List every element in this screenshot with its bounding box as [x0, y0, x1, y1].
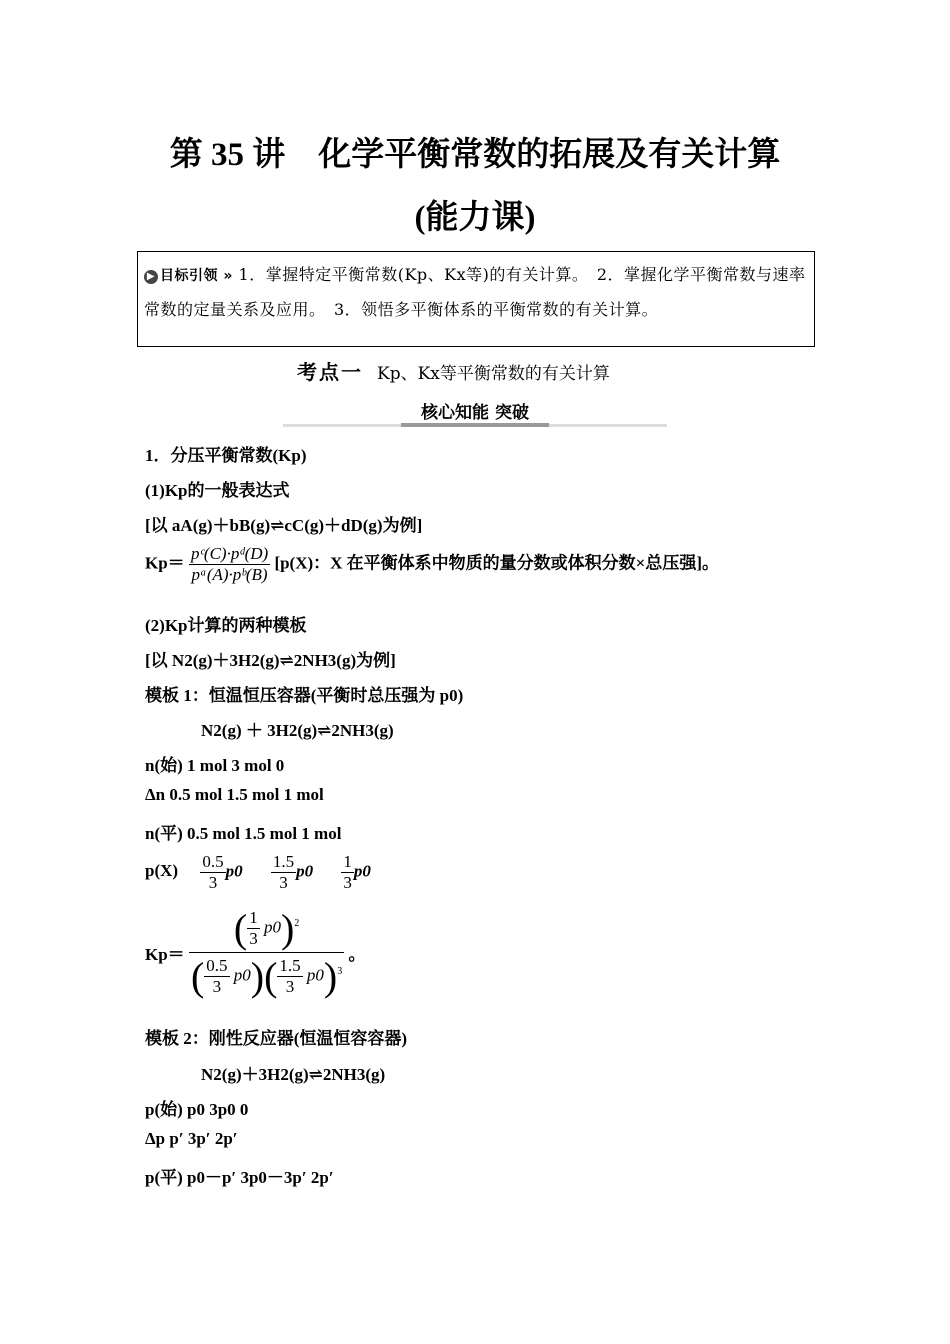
template2-title: 模板 2：刚性反应器(恒温恒容容器) [145, 1029, 408, 1048]
page-title: 第 35 讲 化学平衡常数的拓展及有关计算 [169, 137, 781, 173]
template2-start-row: p(始) p0 3p0 0 [145, 1100, 249, 1119]
kp-denominator: pᵃ(A)·pᵇ(B) [189, 564, 270, 585]
kp-note: [p(X)：X 在平衡体系中物质的量分数或体积分数×总压强]。 [274, 553, 720, 573]
template1-partial-pressure-row [145, 852, 371, 893]
section-heading [297, 356, 610, 385]
heading-templates: (2)Kp计算的两种模板 [145, 616, 307, 635]
px-fraction-h2: $\frac{1.5}{3}$ [272, 852, 295, 892]
template1-kp-period: 。 [348, 945, 366, 964]
template1-equilibrium-row: n(平) 0.5 mol 1.5 mol 1 mol [145, 824, 342, 843]
example-reaction-2: [以 N2(g)＋3H2(g)⇌2NH3(g)为例] [145, 651, 396, 670]
template1-title: 模板 1：恒温恒压容器(平衡时总压强为 p0) [145, 686, 464, 705]
goal-badge-label: 目标引领 [160, 268, 218, 284]
template1-change-row: Δn 0.5 mol 1.5 mol 1 mol [145, 785, 324, 804]
template1-equation: N2(g) ＋ 3H2(g)⇌2NH3(g) [201, 721, 394, 740]
px-p0-nh3: p0 [353, 861, 371, 881]
heading-kp-general: (1)Kp的一般表达式 [145, 481, 290, 500]
goal-text-block [144, 258, 806, 327]
page-subtitle: (能力课) [414, 200, 536, 236]
template2-equation: N2(g)＋3H2(g)⇌2NH3(g) [201, 1065, 386, 1084]
kp-numerator: pᶜ(C)·pᵈ(D) [190, 544, 269, 563]
example-reaction-1: [以 aA(g)＋bB(g)⇌cC(g)＋dD(g)为例] [145, 516, 423, 535]
template2-equilibrium-row: p(平) p0－p′ 3p0－3p′ 2p′ [145, 1168, 334, 1187]
section-banner: 核心知能 突破 [421, 403, 529, 423]
template1-kp-denominator: ( $\frac{0.5}{3}$ p0)( $\frac{1.5}{3}$ p0)$^3$ [190, 954, 343, 999]
goal-badge [144, 259, 233, 293]
heading-kp: 1．分压平衡常数(Kp) [145, 446, 307, 465]
double-chevron-icon: » [223, 268, 233, 284]
template1-kp-numerator: ( $\frac{1}{3}$ p0)$^2$ [233, 906, 300, 951]
px-fraction-nh3: $\frac{1}{3}$ [343, 852, 352, 892]
section-title: Kp、Kx等平衡常数的有关计算 [377, 364, 610, 384]
banner-divider-right [549, 424, 667, 427]
template1-start-row: n(始) 1 mol 3 mol 0 [145, 756, 285, 775]
banner-divider-center [401, 423, 549, 427]
template1-kp-expression [145, 905, 366, 1000]
template2-change-row: Δp p′ 3p′ 2p′ [145, 1129, 238, 1148]
kp-formula-label: Kp＝ [145, 553, 185, 573]
goal-text: 1．掌握特定平衡常数(Kp、Kx等)的有关计算。 2．掌握化学平衡常数与速率常数的定量关系及应用。 3．领悟多平衡体系的平衡常数的有关计算。 [144, 265, 806, 319]
play-icon: ▶ [144, 270, 158, 284]
banner-divider-left [283, 424, 403, 427]
goal-box [137, 251, 815, 347]
template1-kp-fraction [189, 905, 344, 1000]
kp-formula [145, 544, 719, 585]
px-p0-n2: p0 [225, 861, 243, 881]
px-p0-h2: p0 [296, 861, 314, 881]
partial-pressure-label: p(X) [145, 861, 179, 881]
kp-fraction [189, 544, 270, 585]
section-label: 考点一 [297, 360, 363, 384]
px-fraction-n2: $\frac{0.5}{3}$ [202, 852, 224, 892]
template1-kp-label: Kp＝ [145, 945, 185, 964]
